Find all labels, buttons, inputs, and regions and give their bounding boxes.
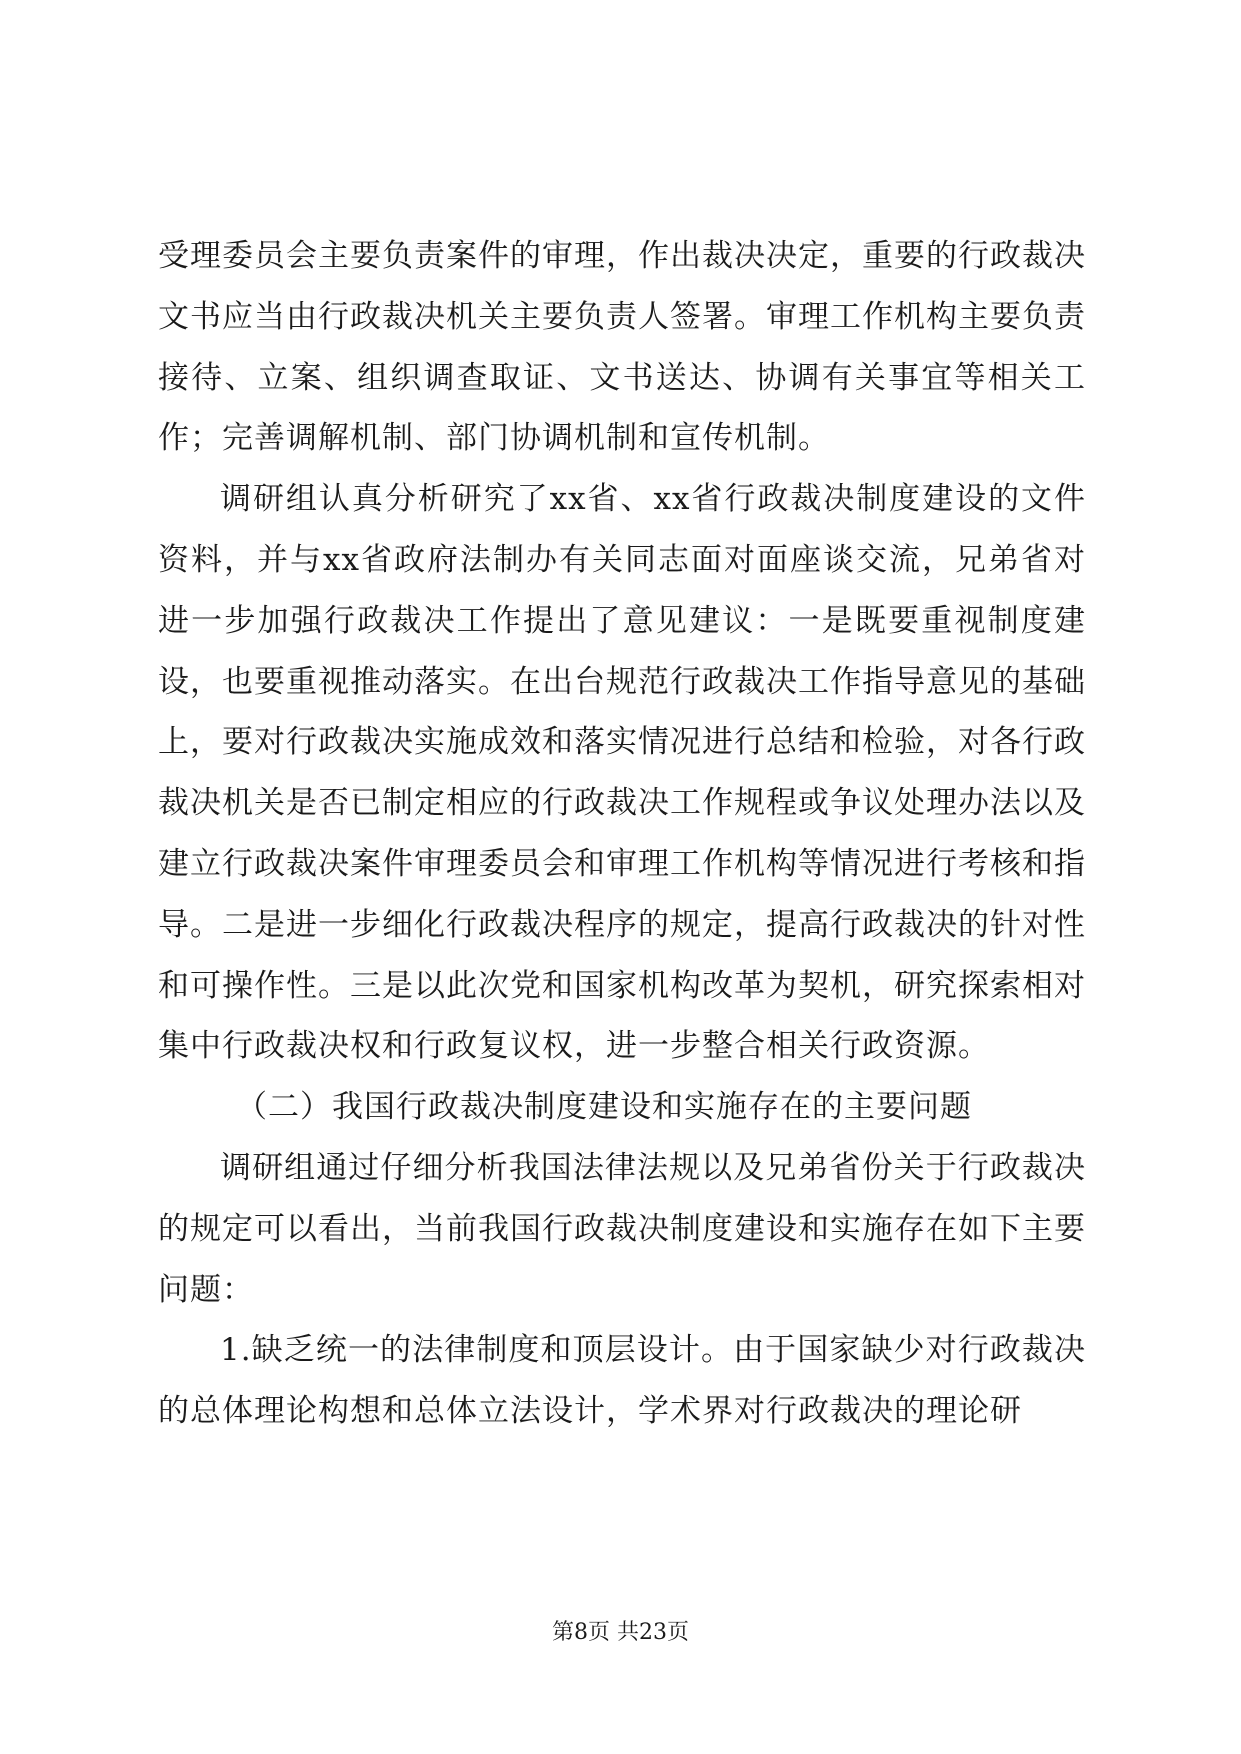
paragraph-problem-1: 1.缺乏统一的法律制度和顶层设计。由于国家缺少对行政裁决的总体理论构想和总体立法设计，学术界对行政裁决的理论研 xyxy=(158,1332,1086,1430)
section-heading: （二）我国行政裁决制度建设和实施存在的主要问题 xyxy=(236,1089,972,1126)
paragraph-research-findings: 调研组认真分析研究了xx省、xx省行政裁决制度建设的文件资料，并与xx省政府法制办有关同志面对面座谈交流，兄弟省对进一步加强行政裁决工作提出了意见建议：一是既要重视制度建设，也要重视推动落实。在出台规范行政裁决工作指导意见的基础上，要对行政裁决实施成效和落实情况进行总结和检验，对各行政裁决机关是否已制定相应的行政裁决工作规程或争议处理办法以及建立行政裁决案件审理委员会和审理工作机构等情况进行考核和指导。二是进一步细化行政裁决程序的规定，提高行政裁决的针对性和可操作性。三是以此次党和国家机构改革为契机，研究探索相对集中行政裁决权和行政复议权，进一步整合相关行政资源。 xyxy=(158,481,1086,1065)
paragraph-problems-intro: 调研组通过仔细分析我国法律法规以及兄弟省份关于行政裁决的规定可以看出，当前我国行政裁决制度建设和实施存在如下主要问题： xyxy=(158,1149,1086,1308)
document-body xyxy=(158,226,1086,1442)
paragraph-continuation: 受理委员会主要负责案件的审理，作出裁决决定，重要的行政裁决文书应当由行政裁决机关主要负责人签署。审理工作机构主要负责接待、立案、组织调查取证、文书送达、协调有关事宜等相关工作；完善调解机制、部门协调机制和宣传机制。 xyxy=(158,238,1086,457)
page-number-footer: 第8页 共23页 xyxy=(552,1620,689,1645)
